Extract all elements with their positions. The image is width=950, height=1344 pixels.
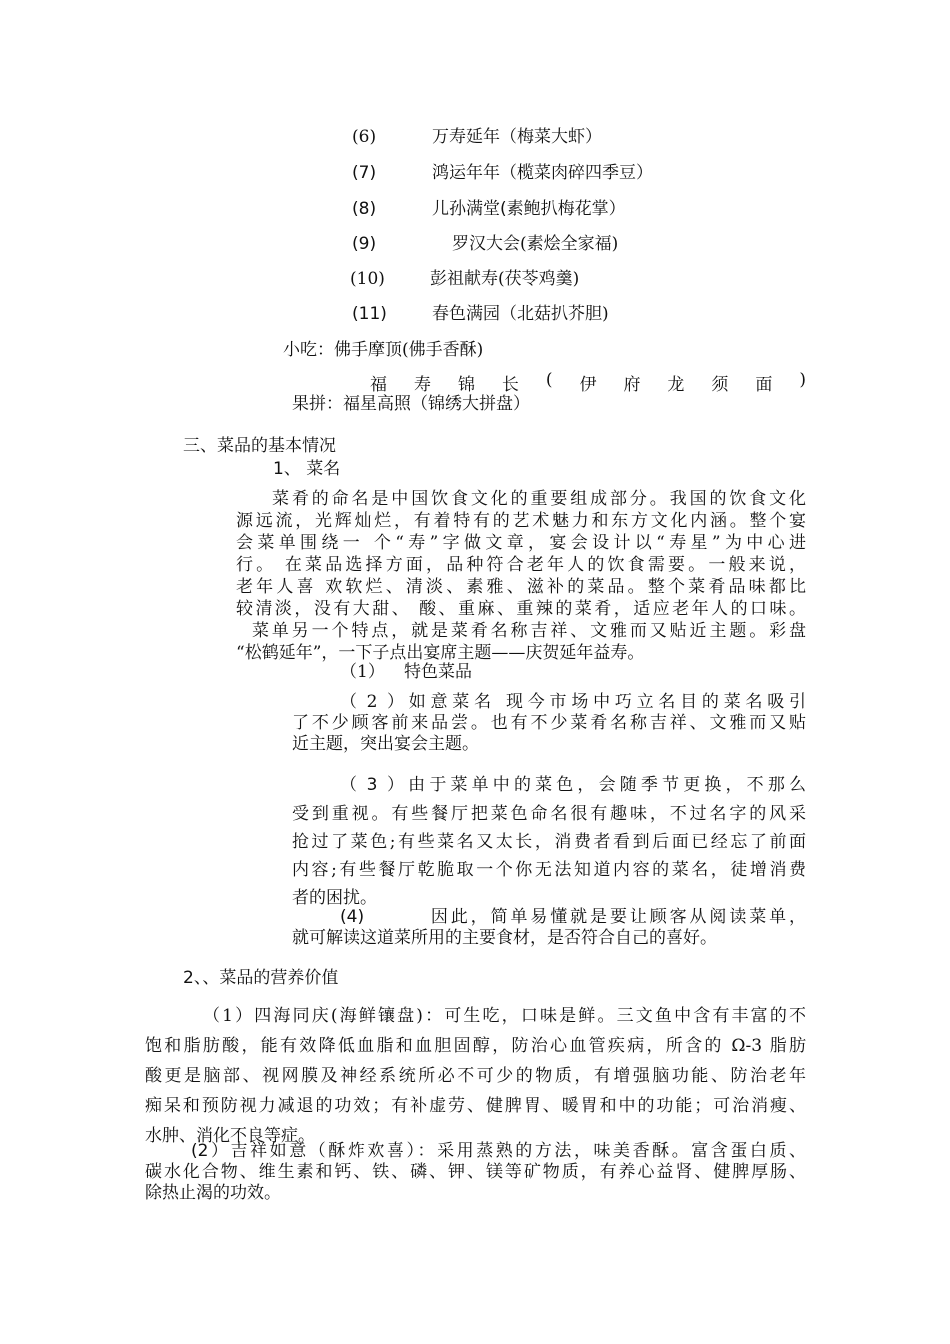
menu-item-number: (7) bbox=[352, 163, 377, 183]
text-line: 老年人喜 欢软烂、清淡、素雅、滋补的菜品。整个菜肴品味都比 bbox=[236, 577, 806, 597]
noodle-char: ) bbox=[799, 370, 806, 390]
text-line: 了不少顾客前来品尝。也有不少菜肴名称吉祥、文雅而又贴 bbox=[292, 713, 806, 733]
noodle-char: 府 bbox=[623, 375, 641, 395]
menu-item-name: 万寿延年（梅菜大虾） bbox=[432, 127, 602, 147]
noodle-char: 须 bbox=[711, 375, 729, 395]
menu-item-number: (8) bbox=[352, 199, 377, 219]
text-line: （1）四海同庆(海鲜镶盘)：可生吃，口味是鲜。三文鱼中含有丰富的不 bbox=[203, 1006, 806, 1026]
noodle-char: 伊 bbox=[579, 375, 597, 395]
point-number: （2） bbox=[340, 692, 404, 712]
menu-item bbox=[352, 158, 653, 183]
point-item bbox=[340, 657, 472, 682]
text-line bbox=[292, 907, 806, 928]
point-number: （1） bbox=[340, 662, 385, 682]
menu-item bbox=[352, 229, 618, 254]
point-number: （3） bbox=[340, 775, 404, 795]
text-line: “松鹤延年”，一下子点出宴席主题——庆贺延年益寿。 bbox=[236, 643, 645, 663]
text-line: 较清淡，没有大甜、 酸、重麻、重辣的菜肴，适应老年人的口味。 bbox=[236, 599, 806, 619]
text-line: 碳水化合物、维生素和钙、铁、磷、钾、镁等矿物质，有养心益肾、健脾厚肠、 bbox=[145, 1162, 806, 1182]
text-line: 痴呆和预防视力减退的功效；有补虚劳、健脾胃、暖胃和中的功能；可治消瘦、 bbox=[145, 1096, 806, 1116]
noodle-char: 龙 bbox=[667, 375, 685, 395]
menu-item bbox=[350, 264, 579, 289]
menu-item bbox=[352, 299, 609, 324]
menu-item-name: 儿孙满堂(素鲍扒梅花掌） bbox=[432, 199, 626, 219]
menu-item bbox=[352, 194, 626, 219]
point-text: 由于菜单中的菜色，会随季节更换，不那么 bbox=[404, 775, 806, 795]
text-line: 除热止渴的功效。 bbox=[145, 1183, 281, 1203]
nutrition-paragraph bbox=[145, 1141, 806, 1204]
text-line: 菜单另一个特点，就是菜肴名称吉祥、文雅而又贴近主题。彩盘 bbox=[252, 621, 806, 641]
text-line: 酸更是脑部、视网膜及神经系统所必不可少的物质，有增强脑功能、防治老年 bbox=[145, 1066, 806, 1086]
subsection-heading: 1、 菜名 bbox=[273, 459, 341, 479]
menu-item bbox=[352, 122, 602, 147]
menu-item-number: (9) bbox=[352, 234, 377, 254]
point-item bbox=[292, 770, 806, 912]
point-item bbox=[292, 907, 806, 949]
nutrition-paragraph bbox=[145, 1001, 806, 1151]
text-line: 近主题，突出宴会主题。 bbox=[292, 734, 479, 754]
text-line bbox=[292, 692, 806, 713]
text-line: (2）吉祥如意（酥炸欢喜）：采用蒸熟的方法，味美香酥。富含蛋白质、 bbox=[191, 1141, 806, 1161]
menu-item-name: 春色满园（北菇扒芥胆) bbox=[432, 304, 609, 324]
noodle-char: 锦 bbox=[457, 375, 475, 395]
section-heading: 三、菜品的基本情况 bbox=[183, 436, 336, 456]
snack-line: 小吃：佛手摩顶(佛手香酥) bbox=[283, 340, 484, 360]
text-line: 就可解读这道菜所用的主要食材，是否符合自己的喜好。 bbox=[292, 928, 717, 948]
text-line: 者的困扰。 bbox=[292, 888, 377, 908]
fruit-line: 果拼：福星高照（锦绣大拼盘） bbox=[292, 394, 530, 414]
menu-item-number: (6) bbox=[352, 127, 377, 147]
subsection-heading: 2、、菜品的营养价值 bbox=[183, 968, 339, 988]
menu-item-name: 鸿运年年（榄菜肉碎四季豆） bbox=[432, 163, 653, 183]
menu-item-name: 彭祖献寿(茯苓鸡羹) bbox=[430, 269, 580, 289]
text-line: 源远流，光辉灿烂，有着特有的艺术魅力和东方文化内涵。整个宴 bbox=[236, 511, 806, 531]
text-line: 行。 在菜品选择方面，品种符合老年人的饮食需要。一般来说， bbox=[236, 555, 806, 575]
noodle-char: 长 bbox=[501, 375, 519, 395]
noodle-char: 面 bbox=[755, 375, 773, 395]
text-line: 抢过了菜色;有些菜名又太长，消费者看到后面已经忘了前面 bbox=[292, 832, 806, 852]
point-text: 特色菜品 bbox=[404, 662, 472, 682]
menu-item-name: 罗汉大会(素烩全家福) bbox=[452, 234, 619, 254]
point-text: 因此，简单易懂就是要让顾客从阅读菜单， bbox=[428, 907, 806, 927]
point-item bbox=[292, 692, 806, 755]
text-line: 菜肴的命名是中国饮食文化的重要组成部分。我国的饮食文化 bbox=[272, 489, 806, 509]
point-number: (4) bbox=[340, 907, 365, 927]
menu-item-number: (10) bbox=[350, 269, 385, 289]
text-line: 会菜单围绕一 个“寿”字做文章，宴会设计以“寿星”为中心进 bbox=[236, 533, 806, 553]
noodle-char: 福 bbox=[370, 375, 387, 395]
intro-paragraph bbox=[236, 489, 806, 664]
noodle-char: ( bbox=[545, 370, 553, 390]
text-line: 水肿、消化不良等症。 bbox=[145, 1126, 315, 1146]
text-line: 受到重视。有些餐厅把菜色命名很有趣味，不过名字的风采 bbox=[292, 804, 806, 824]
text-line: 内容;有些餐厅乾脆取一个你无法知道内容的菜名，徒增消费 bbox=[292, 860, 806, 880]
noodle-char: 寿 bbox=[413, 375, 431, 395]
menu-item-number: (11) bbox=[352, 304, 387, 324]
text-line: 饱和脂肪酸，能有效降低血脂和血胆固醇，防治心血管疾病，所含的 Ω-3 脂肪 bbox=[145, 1036, 806, 1056]
text-line bbox=[292, 770, 806, 800]
point-text: 如意菜名 现今市场中巧立名目的菜名吸引 bbox=[404, 692, 806, 712]
